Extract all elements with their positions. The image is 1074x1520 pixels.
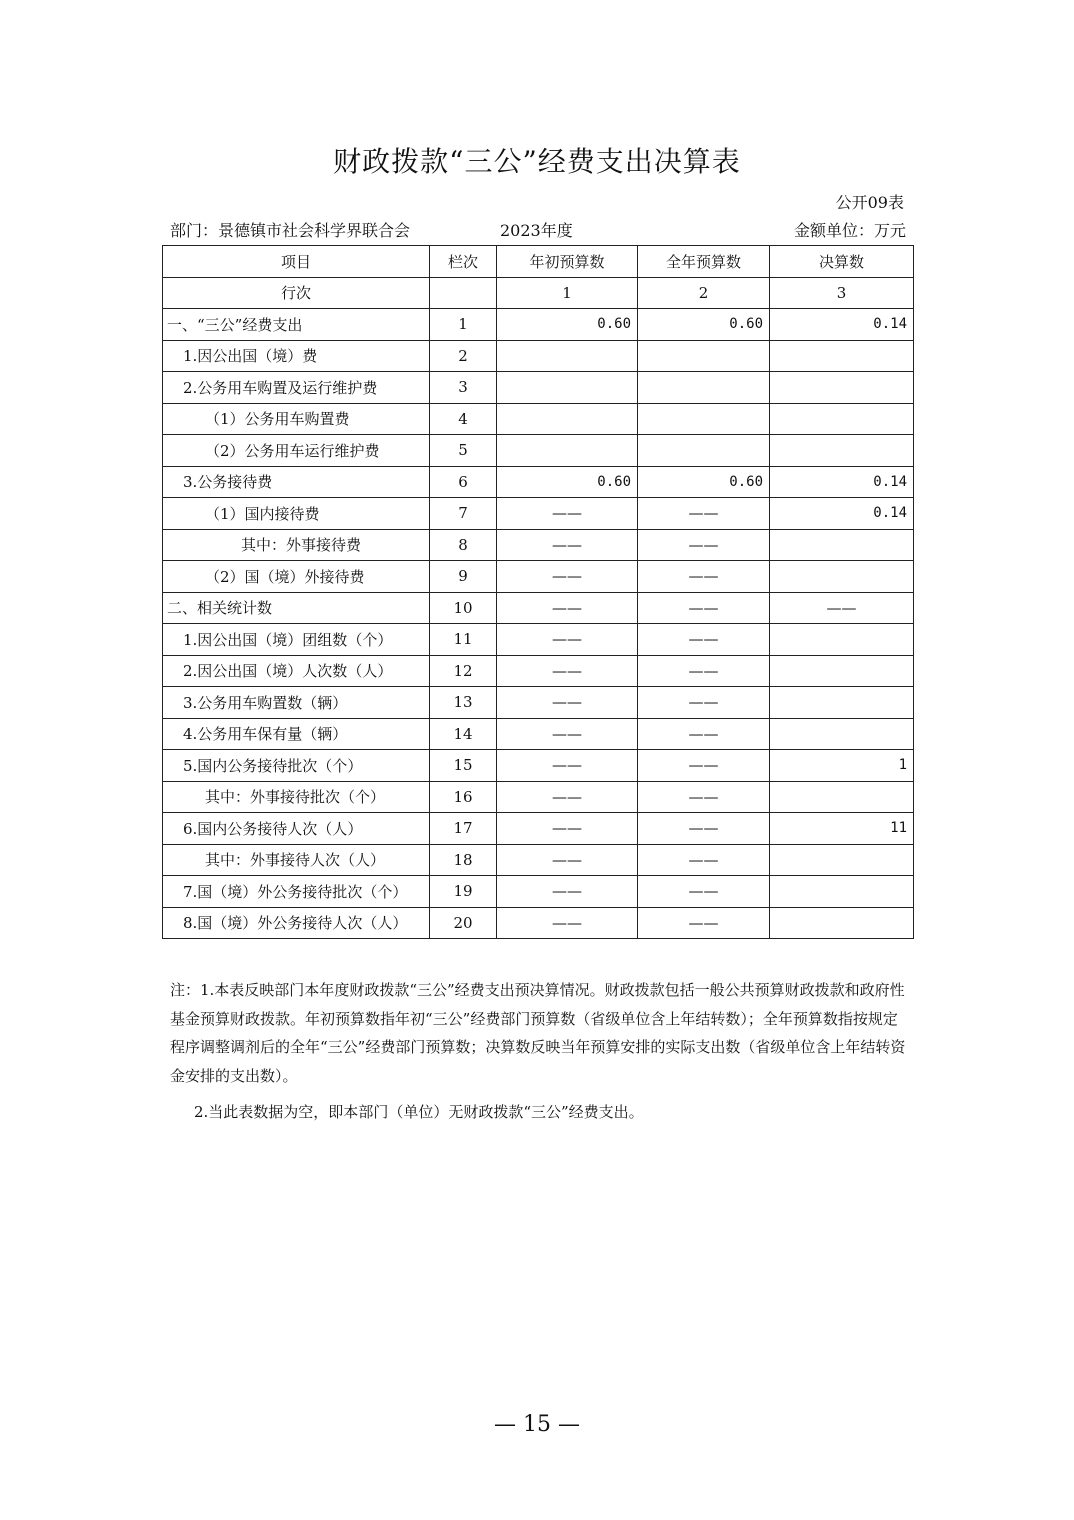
value-cell: —— [497,781,638,813]
value-cell [770,372,914,404]
table-row [163,340,914,372]
header-cell: 项目 [163,246,430,278]
value-cell [638,435,770,467]
fiscal-year: 2023年度 [500,221,573,240]
document-title: 财政拨款“三公”经费支出决算表 [333,145,741,178]
row-number: 7 [430,498,497,530]
value-cell [638,340,770,372]
value-cell: —— [638,907,770,939]
row-number: 5 [430,435,497,467]
subheader-cell: 2 [638,277,770,309]
table-row [163,687,914,719]
value-cell [770,340,914,372]
value-cell [770,907,914,939]
table-row [163,624,914,656]
value-cell [638,372,770,404]
table-row [163,498,914,530]
table-row [163,655,914,687]
value-cell: —— [638,655,770,687]
table-row [163,876,914,908]
value-cell: 0.60 [638,466,770,498]
note-1: 注：1.本表反映部门本年度财政拨款“三公”经费支出预决算情况。财政拨款包括一般公共预算财政拨款和政府性基金预算财政拨款。年初预算数指年初“三公”经费部门预算数（省级单位含上年结转数）；全年预算数指按规定程序调整调剂后的全年“三公”经费部门预算数；决算数反映当年预算安排的实际支出数（省级单位含上年结转资金安排的支出数）。 [170,981,906,1085]
value-cell [497,435,638,467]
value-cell [497,340,638,372]
value-cell: —— [638,781,770,813]
row-number: 15 [430,750,497,782]
row-label: 其中：外事接待费 [163,529,430,561]
value-cell: 0.60 [638,309,770,341]
subheader-cell: 1 [497,277,638,309]
row-label: 其中：外事接待人次（人） [163,844,430,876]
value-cell: —— [638,498,770,530]
value-cell [770,561,914,593]
value-cell: —— [638,687,770,719]
row-label: 2.因公出国（境）人次数（人） [163,655,430,687]
row-label: 2.公务用车购置及运行维护费 [163,372,430,404]
value-cell: —— [497,813,638,845]
table-row [163,592,914,624]
value-cell: —— [497,498,638,530]
row-label: 一、“三公”经费支出 [163,309,430,341]
header-cell: 决算数 [770,246,914,278]
row-number: 18 [430,844,497,876]
subheader-cell: 3 [770,277,914,309]
row-label: （2）国（境）外接待费 [163,561,430,593]
value-cell [638,403,770,435]
value-cell: 0.60 [497,309,638,341]
value-cell: 1 [770,750,914,782]
value-cell: —— [638,844,770,876]
value-cell: —— [497,529,638,561]
page-number: — 15 — [494,1412,580,1437]
row-label: （2）公务用车运行维护费 [163,435,430,467]
value-cell: —— [497,624,638,656]
row-label: 3.公务接待费 [163,466,430,498]
value-cell: —— [638,529,770,561]
header-cell: 栏次 [430,246,497,278]
table-row [163,372,914,404]
value-cell: —— [497,876,638,908]
value-cell [770,435,914,467]
table-row [163,529,914,561]
value-cell [770,403,914,435]
table-row [163,813,914,845]
value-cell: 0.14 [770,309,914,341]
row-number: 3 [430,372,497,404]
table-row [163,466,914,498]
value-cell: —— [638,561,770,593]
value-cell [770,718,914,750]
row-number: 19 [430,876,497,908]
table-code: 公开09表 [835,193,904,212]
value-cell: —— [497,718,638,750]
row-number: 8 [430,529,497,561]
row-number: 1 [430,309,497,341]
value-cell: —— [497,655,638,687]
value-cell: —— [497,907,638,939]
table-row [163,435,914,467]
row-label: 1.因公出国（境）团组数（个） [163,624,430,656]
row-number: 14 [430,718,497,750]
value-cell: —— [638,592,770,624]
row-label: 二、相关统计数 [163,592,430,624]
value-cell: —— [638,750,770,782]
value-cell: —— [497,561,638,593]
table-row [163,309,914,341]
table-row [163,781,914,813]
table-row [163,844,914,876]
value-cell [770,844,914,876]
row-number: 12 [430,655,497,687]
value-cell: —— [638,876,770,908]
row-label: 4.公务用车保有量（辆） [163,718,430,750]
row-number: 17 [430,813,497,845]
row-number: 6 [430,466,497,498]
value-cell: —— [497,750,638,782]
amount-unit: 金额单位：万元 [793,221,906,240]
row-number: 20 [430,907,497,939]
table-row [163,718,914,750]
notes [170,976,910,1127]
value-cell [770,781,914,813]
value-cell: —— [497,592,638,624]
value-cell [497,372,638,404]
row-number: 11 [430,624,497,656]
value-cell: —— [638,624,770,656]
row-number: 2 [430,340,497,372]
row-label: 1.因公出国（境）费 [163,340,430,372]
value-cell [770,624,914,656]
header-row [163,246,914,278]
department: 部门：景德镇市社会科学界联合会 [170,221,411,240]
value-cell: 0.14 [770,466,914,498]
note-2: 2.当此表数据为空，即本部门（单位）无财政拨款“三公”经费支出。 [194,1103,644,1121]
row-label: 8.国（境）外公务接待人次（人） [163,907,430,939]
table-row [163,561,914,593]
value-cell: 0.14 [770,498,914,530]
row-number: 4 [430,403,497,435]
row-number: 10 [430,592,497,624]
subheader-row [163,277,914,309]
row-label: （1）国内接待费 [163,498,430,530]
value-cell [497,403,638,435]
header-cell: 全年预算数 [638,246,770,278]
value-cell: —— [497,844,638,876]
row-label: 7.国（境）外公务接待批次（个） [163,876,430,908]
row-number: 16 [430,781,497,813]
row-label: 3.公务用车购置数（辆） [163,687,430,719]
value-cell: —— [497,687,638,719]
expenditure-table [162,245,914,939]
subheader-cell: 行次 [163,277,430,309]
value-cell [770,876,914,908]
header-cell: 年初预算数 [497,246,638,278]
value-cell: —— [638,813,770,845]
value-cell: 11 [770,813,914,845]
table-row [163,750,914,782]
row-label: 5.国内公务接待批次（个） [163,750,430,782]
row-label: （1）公务用车购置费 [163,403,430,435]
subheader-cell [430,277,497,309]
row-number: 13 [430,687,497,719]
table-row [163,907,914,939]
value-cell [770,687,914,719]
value-cell: —— [638,718,770,750]
value-cell: —— [770,592,914,624]
value-cell [770,655,914,687]
value-cell [770,529,914,561]
value-cell: 0.60 [497,466,638,498]
row-number: 9 [430,561,497,593]
row-label: 其中：外事接待批次（个） [163,781,430,813]
table-row [163,403,914,435]
row-label: 6.国内公务接待人次（人） [163,813,430,845]
